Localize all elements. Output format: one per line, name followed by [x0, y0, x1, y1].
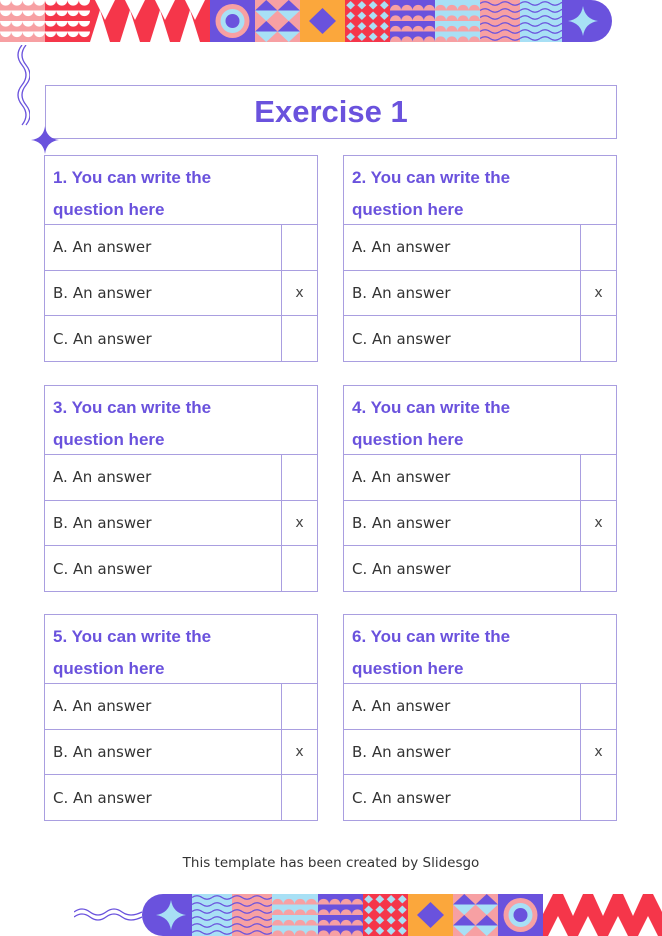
question-text — [344, 386, 616, 455]
page-title: Exercise 1 — [254, 94, 408, 129]
answer-text: C. An answer — [53, 329, 152, 348]
triangles-tile — [255, 0, 300, 42]
answer-text: A. An answer — [53, 468, 152, 487]
question-text — [45, 156, 317, 225]
answer-text: C. An answer — [352, 559, 451, 578]
answer-row-c[interactable] — [344, 546, 616, 592]
question-line-1: 3. You can write the — [53, 398, 212, 417]
answer-checkbox[interactable] — [281, 684, 317, 729]
scallop-purple-tile — [318, 894, 363, 936]
wave-blue-tile — [520, 0, 562, 42]
answer-checkbox[interactable]: x — [580, 501, 616, 546]
star-cap-tile — [562, 0, 612, 42]
answer-checkbox[interactable] — [281, 455, 317, 500]
question-line-2: question here — [53, 659, 165, 678]
answer-row-c[interactable] — [45, 316, 317, 362]
question-line-1: 2. You can write the — [352, 168, 511, 187]
answer-row-b[interactable] — [45, 271, 317, 317]
answer-text: A. An answer — [352, 697, 451, 716]
scallop-pink-tile — [0, 0, 45, 42]
squiggle-decoration-icon — [74, 906, 144, 926]
sparkle-icon — [30, 125, 60, 155]
answer-text: C. An answer — [352, 788, 451, 807]
question-line-2: question here — [352, 200, 464, 219]
answer-checkbox[interactable]: x — [281, 501, 317, 546]
answer-checkbox[interactable] — [580, 775, 616, 821]
scallop-blue-tile — [272, 894, 318, 936]
squiggle-decoration-icon — [12, 45, 30, 127]
question-line-2: question here — [352, 430, 464, 449]
question-card-1 — [44, 155, 318, 362]
answer-row-c[interactable] — [344, 775, 616, 821]
concentric-circle-tile — [210, 0, 255, 42]
question-text — [45, 386, 317, 455]
answer-text: C. An answer — [352, 329, 451, 348]
question-card-6 — [343, 614, 617, 821]
answer-checkbox[interactable] — [281, 546, 317, 592]
answer-checkbox[interactable] — [580, 316, 616, 362]
question-line-1: 5. You can write the — [53, 627, 212, 646]
question-line-1: 6. You can write the — [352, 627, 511, 646]
answer-text: B. An answer — [352, 283, 451, 302]
answer-row-b[interactable] — [344, 730, 616, 776]
question-line-1: 4. You can write the — [352, 398, 511, 417]
title-box — [45, 85, 617, 139]
answer-text: B. An answer — [352, 513, 451, 532]
answer-checkbox[interactable]: x — [580, 271, 616, 316]
answer-text: A. An answer — [352, 238, 451, 257]
scallop-red-tile — [45, 0, 90, 42]
answer-row-c[interactable] — [45, 775, 317, 821]
scallop-blue-tile — [435, 0, 480, 42]
answer-checkbox[interactable] — [580, 225, 616, 270]
header-decorative-band — [0, 0, 612, 42]
concentric-circle-tile — [498, 894, 543, 936]
answer-checkbox[interactable] — [281, 775, 317, 821]
answer-text: C. An answer — [53, 559, 152, 578]
answer-checkbox[interactable] — [580, 455, 616, 500]
answer-checkbox[interactable] — [580, 684, 616, 729]
wave-pink-tile — [480, 0, 520, 42]
orange-diamond-tile — [300, 0, 345, 42]
footer-decorative-band — [142, 894, 662, 936]
question-card-5 — [44, 614, 318, 821]
zigzag-red-tile — [543, 894, 662, 936]
answer-row-b[interactable] — [45, 501, 317, 547]
credit-text: This template has been created by Slidesgo — [182, 855, 480, 871]
answer-row-b[interactable] — [344, 271, 616, 317]
answer-row-b[interactable] — [344, 501, 616, 547]
question-text — [45, 615, 317, 684]
question-card-3 — [44, 385, 318, 592]
answer-row-c[interactable] — [344, 316, 616, 362]
wave-pink-tile — [232, 894, 272, 936]
answer-text: B. An answer — [53, 283, 152, 302]
answer-checkbox[interactable] — [281, 316, 317, 362]
answer-row-c[interactable] — [45, 546, 317, 592]
star-cap-tile — [142, 894, 192, 936]
answer-text: A. An answer — [53, 697, 152, 716]
answer-row-b[interactable] — [45, 730, 317, 776]
red-diamonds-tile — [363, 894, 408, 936]
zigzag-red-tile — [90, 0, 210, 42]
answer-row-a[interactable] — [344, 225, 616, 271]
question-text — [344, 156, 616, 225]
scallop-purple-tile — [390, 0, 435, 42]
answer-checkbox[interactable]: x — [281, 730, 317, 775]
red-diamonds-tile — [345, 0, 390, 42]
question-line-2: question here — [53, 430, 165, 449]
answer-checkbox[interactable]: x — [580, 730, 616, 775]
answer-checkbox[interactable] — [281, 225, 317, 270]
question-line-2: question here — [53, 200, 165, 219]
triangles-tile — [453, 894, 498, 936]
orange-diamond-tile — [408, 894, 453, 936]
answer-checkbox[interactable]: x — [281, 271, 317, 316]
wave-blue-tile — [192, 894, 232, 936]
answer-row-a[interactable] — [344, 455, 616, 501]
answer-checkbox[interactable] — [580, 546, 616, 592]
answer-text: B. An answer — [352, 742, 451, 761]
answer-row-a[interactable] — [45, 684, 317, 730]
question-card-2 — [343, 155, 617, 362]
answer-row-a[interactable] — [45, 455, 317, 501]
question-card-4 — [343, 385, 617, 592]
question-line-1: 1. You can write the — [53, 168, 212, 187]
answer-text: B. An answer — [53, 513, 152, 532]
answer-text: A. An answer — [53, 238, 152, 257]
answer-text: B. An answer — [53, 742, 152, 761]
question-line-2: question here — [352, 659, 464, 678]
answer-row-a[interactable] — [45, 225, 317, 271]
answer-text: C. An answer — [53, 788, 152, 807]
answer-row-a[interactable] — [344, 684, 616, 730]
question-text — [344, 615, 616, 684]
answer-text: A. An answer — [352, 468, 451, 487]
